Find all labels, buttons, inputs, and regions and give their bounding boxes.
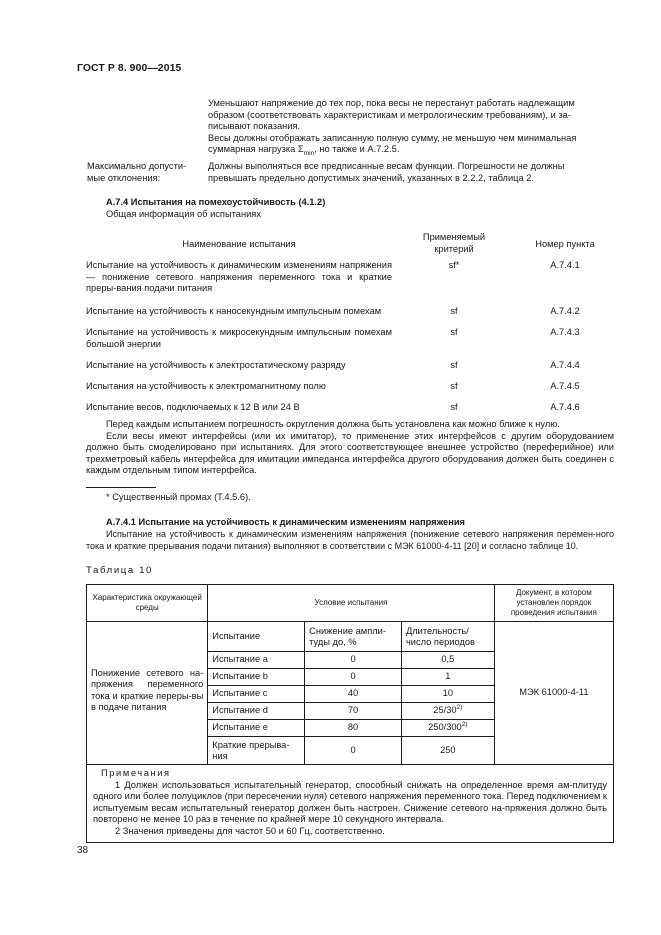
duration-text: 10 <box>442 688 453 699</box>
page-number: 38 <box>77 845 89 856</box>
duration-value <box>401 703 494 720</box>
test-name: Испытание весов, подключаемых к 12 В или 24 В <box>86 402 300 412</box>
section-a741-text <box>86 529 614 552</box>
table-notes <box>87 765 614 843</box>
label-line: Максимально допусти- <box>87 161 187 171</box>
section-a741-title: А.7.4.1 Испытание на устойчивость к динамическим изменениям напряжения <box>106 517 465 527</box>
sum-load-text: суммарная нагрузка Σ <box>208 144 304 155</box>
duration-value <box>401 737 494 765</box>
test-clause: А.7.4.3 <box>550 327 580 337</box>
amplitude-value: 40 <box>305 686 402 703</box>
duration-value <box>401 669 494 686</box>
test-clause: А.7.4.6 <box>550 402 580 412</box>
header-line: Применяемый <box>422 232 486 242</box>
test-label: Краткие прерыва-ния <box>208 737 305 765</box>
body-paragraph: Если весы имеют интерфейсы (или их имитатор), то применение этих интерфейсов с другим оборудованием должно быть смоделировано при испытаниях. Для этого соответствующее внешнее устройство (переферийное) или трехметровый кабель интерфейса для имитации импеданса интерфейса другого оборудования должен быть соединен с каждым отдельным типом интерфейса. <box>86 430 614 476</box>
header-document: Документ, в котором установлен порядок проведения испытания <box>494 585 613 622</box>
duration-value <box>401 686 494 703</box>
duration-text: 25/30 <box>433 705 457 716</box>
table-10 <box>86 584 614 843</box>
test-criterion: sf* <box>448 260 460 270</box>
test-name: Испытание на устойчивость к динамическим изменениям напряжения — понижение сетевого напряжения переменного тока и краткие преры-вания подачи питания <box>86 260 392 294</box>
amplitude-value: 0 <box>305 669 402 686</box>
amplitude-value: 70 <box>305 703 402 720</box>
test-clause: А.7.4.1 <box>550 260 580 270</box>
subheader-test: Испытание <box>208 622 305 652</box>
test-clause: А.7.4.5 <box>550 381 580 391</box>
subheader-amplitude: Снижение ампли-туды до, % <box>305 622 402 652</box>
test-name: Испытание на устойчивость к наносекундным импульсным помехам <box>86 306 382 316</box>
document-cell: МЭК 61000-4-11 <box>494 622 613 765</box>
test-criterion: sf <box>450 381 458 391</box>
paragraph-line: образом (соответствовать характеристикам и метрологическим требованиям), и за- <box>208 109 571 120</box>
table-row <box>86 306 614 327</box>
max-deviation-text <box>208 161 613 184</box>
col-header-number: Номер пункта <box>535 239 595 250</box>
tests-overview-table <box>86 228 614 423</box>
footnote: * Существенный промах (Т.4.5.6). <box>106 492 251 502</box>
duration-value <box>401 652 494 669</box>
test-label: Испытание d <box>208 703 305 720</box>
test-name: Испытание на устойчивость к микросекундным импульсным помехам большой энергии <box>86 327 392 349</box>
col-header-criterion <box>392 228 516 260</box>
duration-text: 250 <box>440 744 456 755</box>
table-row <box>86 327 614 360</box>
test-name: Испытания на устойчивость к электромагнитному полю <box>86 381 326 391</box>
header-line: число периодов <box>405 636 475 647</box>
section-a74-subtitle: Общая информация об испытаниях <box>106 209 261 219</box>
test-label: Испытание b <box>208 669 305 686</box>
environment-cell: Понижение сетевого на-пряжения переменного тока и краткие переры-вы в подаче питания <box>87 622 208 765</box>
note-1: 1 Должен использоваться испытательный генератор, способный снижать на определенное время ам-плитуду одного или более полуциклов (при пересечении нуля) сетевого напряжения переменного тока. Перед подключением к испытуемым весам испытательный генератор должен быть настроен. Снижение сетевого на-пряжения должно быть повторено не менее 10 раз в течение по крайней мере 10 секундного интервала. <box>93 779 607 825</box>
note-2: 2 Значения приведены для частот 50 и 60 Гц, соответственно. <box>115 825 385 836</box>
paragraph-line: превышать предельно допустимых значений, указанных в 2.2.2, таблица 2. <box>208 172 535 183</box>
table-10-caption: Таблица 10 <box>86 565 153 576</box>
min-subscript: min <box>303 150 315 158</box>
footnote-separator <box>86 487 156 488</box>
test-label: Испытание e <box>208 720 305 737</box>
document-header: ГОСТ Р 8. 900—2015 <box>77 63 182 74</box>
table-row <box>86 260 614 306</box>
duration-text: 250/300 <box>428 722 462 733</box>
duration-text: 1 <box>445 671 451 682</box>
duration-text: 0,5 <box>441 654 455 665</box>
paragraph-tail: , но также и А.7.2.5. <box>314 144 400 155</box>
paragraph-line <box>208 144 613 159</box>
test-clause: А.7.4.2 <box>550 306 580 316</box>
label-line: мые отклонения: <box>87 172 161 183</box>
col-header-name: Наименование испытания <box>182 239 296 250</box>
body-paragraphs <box>86 419 614 477</box>
duration-value <box>401 720 494 737</box>
table-row <box>86 381 614 402</box>
test-label: Испытание a <box>208 652 305 669</box>
paragraph-line: Весы должны отображать записанную полную сумму, не меньшую чем минимальная <box>208 132 577 143</box>
voltage-reduction-paragraph <box>208 98 613 160</box>
paragraph-line: писывают показания. <box>208 121 301 132</box>
max-deviation-label <box>87 161 202 184</box>
paragraph-line: Уменьшают напряжение до тех пор, пока весы не перестанут работать надлежащим <box>208 98 575 108</box>
notes-title: Примечания <box>101 768 171 778</box>
test-criterion: sf <box>450 327 458 337</box>
test-label: Испытание c <box>208 686 305 703</box>
table-row <box>86 360 614 381</box>
test-criterion: sf <box>450 360 458 370</box>
subheader-duration <box>401 622 494 652</box>
body-paragraph: Испытание на устойчивость к динамическим изменениям напряжения (понижение сетевого напряжения перемен-ного тока и краткие прерывания подачи питания) выполняют в соответствии с МЭК 61000-4-11 [20] и согласно таблице 10. <box>86 529 614 551</box>
amplitude-value: 0 <box>305 737 402 765</box>
body-paragraph: Перед каждым испытанием погрешность округления должна быть установлена как можно ближе к нулю. <box>106 419 560 429</box>
test-clause: А.7.4.4 <box>550 360 580 370</box>
section-a74-title: А.7.4 Испытания на помехоустойчивость (4.1.2) <box>106 197 326 207</box>
header-environment: Характеристика окружающей среды <box>87 585 208 622</box>
amplitude-value: 80 <box>305 720 402 737</box>
header-line: Длительность/ <box>405 625 469 636</box>
test-criterion: sf <box>450 402 458 412</box>
header-conditions: Условие испытания <box>208 585 494 622</box>
test-name: Испытание на устойчивость к электростатическому разряду <box>86 360 346 370</box>
test-criterion: sf <box>450 306 458 316</box>
footnote-ref: 2) <box>461 721 468 729</box>
header-line: критерий <box>434 243 474 254</box>
footnote-ref: 2) <box>456 704 463 712</box>
amplitude-value: 0 <box>305 652 402 669</box>
paragraph-line: Должны выполняться все предписанные весам функции. Погрешности не должны <box>208 161 565 171</box>
